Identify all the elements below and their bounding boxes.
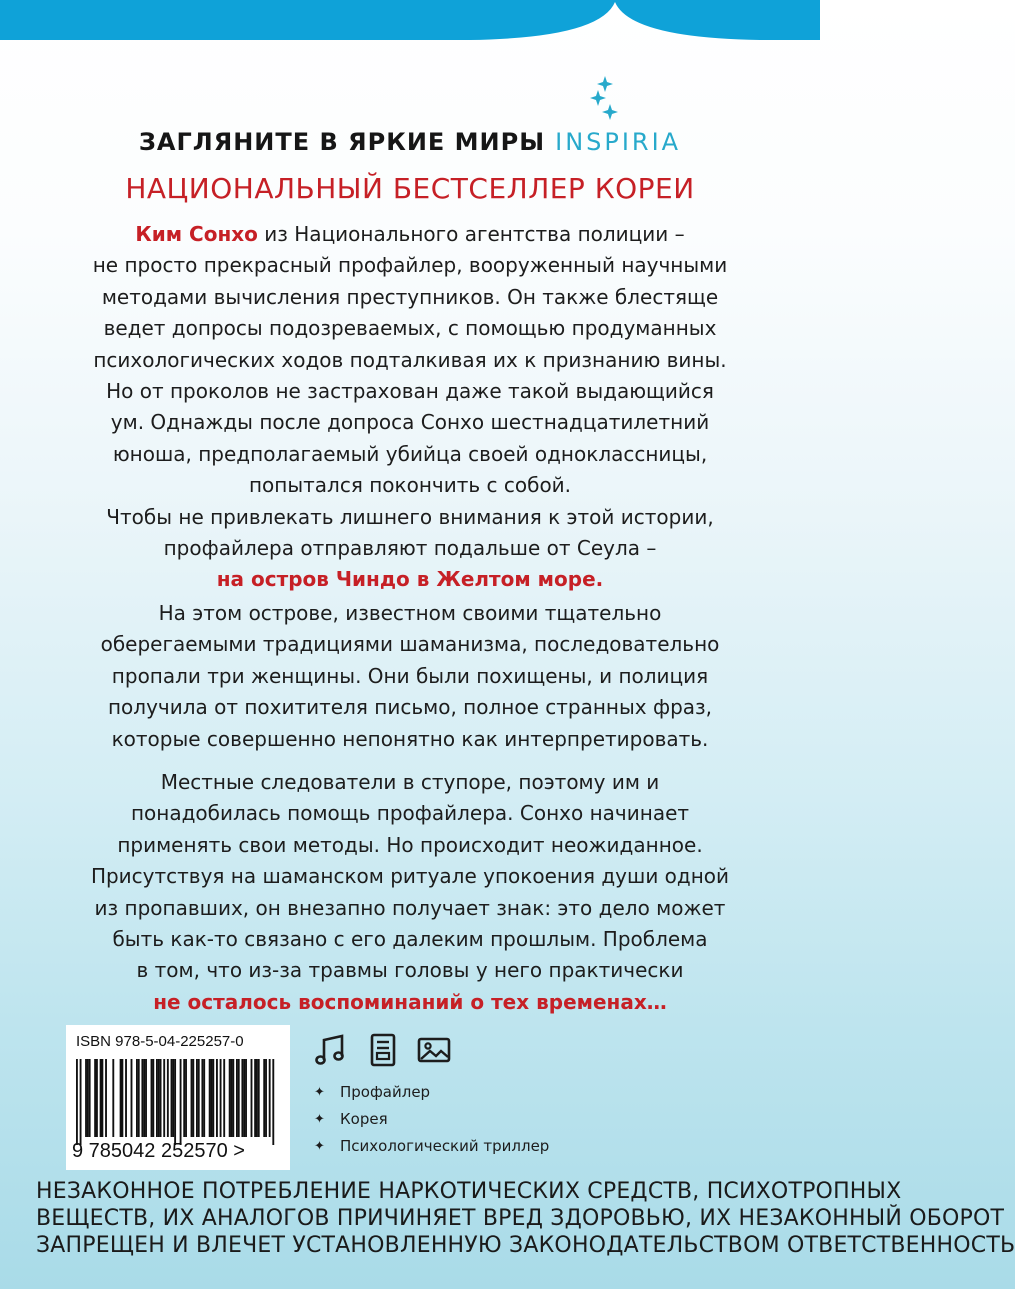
- barcode-bar: [229, 1059, 231, 1137]
- line-text: Местные следователи в ступоре, поэтому им и: [160, 770, 660, 794]
- barcode-bar: [171, 1059, 173, 1137]
- barcode-bar: [100, 1059, 102, 1137]
- line-text: получила от похитителя письмо, полное странных фраз,: [107, 695, 713, 720]
- text-line: [60, 955, 760, 986]
- line-text: Но от проколов не застрахован даже такой выдающийся: [106, 379, 714, 404]
- barcode-digits: 9 785042 252570 >: [72, 1140, 245, 1162]
- tagline-text: ЗАГЛЯНИТЕ В ЯРКИЕ МИРЫ: [138, 128, 546, 156]
- music-note-icon: [312, 1032, 348, 1068]
- barcode-bar: [180, 1059, 182, 1145]
- line-text: в том, что из-за травмы головы у него практически: [136, 958, 684, 983]
- barcode-bar: [203, 1059, 205, 1137]
- line-text: На этом острове, известном своими тщательно: [158, 601, 662, 625]
- line-text: попытался покончить с собой.: [248, 473, 572, 498]
- barcode-bar: [201, 1059, 203, 1137]
- text-line: [60, 376, 760, 407]
- line-text: Чтобы не привлекать лишнего внимания к этой истории,: [106, 504, 714, 529]
- text-line: [60, 924, 760, 955]
- barcode-bar: [160, 1059, 162, 1137]
- barcode-bar: [265, 1059, 267, 1137]
- warning-line: ВЕЩЕСТВ, ИХ АНАЛОГОВ ПРИЧИНЯЕТ ВРЕД ЗДОРОВЬЮ, ИХ НЕЗАКОННЫЙ ОБОРОТ: [36, 1206, 1005, 1231]
- format-icons: [312, 1032, 472, 1072]
- barcode-bar: [80, 1059, 82, 1145]
- line-text: методами вычисления преступников. Он также блестяще: [101, 284, 719, 309]
- line-text: ум. Однажды после допроса Сонхо шестнадцатилетний: [110, 410, 710, 435]
- barcode-bar: [156, 1059, 158, 1137]
- text-line: [60, 219, 760, 250]
- legal-warning: [36, 1178, 1015, 1259]
- barcode-bar: [89, 1059, 91, 1137]
- warning-line: ЗАПРЕЩЕН И ВЛЕЧЕТ УСТАНОВЛЕННУЮ ЗАКОНОДАТЕЛЬСТВОМ ОТВЕТСТВЕННОСТЬ: [36, 1233, 1015, 1258]
- line-text: быть как-то связано с его далеким прошлым. Проблема: [112, 927, 708, 952]
- highlighted-text: на остров Чиндо в Желтом море.: [216, 567, 604, 592]
- barcode-bar: [272, 1059, 274, 1145]
- barcode-bar: [125, 1059, 127, 1137]
- text-line: [60, 533, 760, 564]
- text-line: [60, 564, 760, 595]
- highlighted-text: не осталось воспоминаний о тех временах…: [153, 989, 667, 1014]
- brand-tagline: [0, 128, 820, 156]
- line-text: юноша, предполагаемый убийца своей одноклассницы,: [112, 441, 708, 466]
- bestseller-heading: НАЦИОНАЛЬНЫЙ БЕСТСЕЛЛЕР КОРЕИ: [125, 172, 695, 205]
- image-icon: [416, 1032, 452, 1068]
- warning-line: НЕЗАКОННОЕ ПОТРЕБЛЕНИЕ НАРКОТИЧЕСКИХ СРЕДСТВ, ПСИХОТРОПНЫХ: [36, 1179, 902, 1204]
- barcode-bar: [212, 1059, 214, 1137]
- text-line: [60, 861, 760, 892]
- text-line: [60, 767, 760, 798]
- sparkle-icon: [588, 76, 622, 122]
- barcode-bar: [198, 1059, 200, 1137]
- barcode-bar: [87, 1059, 89, 1137]
- barcode-bar: [258, 1059, 260, 1137]
- isbn-label: ISBN 978-5-04-225257-0: [76, 1033, 244, 1050]
- tag-item: ✦ Корея: [314, 1110, 388, 1128]
- barcode-bar: [143, 1059, 145, 1137]
- barcode-bar: [185, 1059, 187, 1137]
- text-line: [60, 407, 760, 438]
- barcode-bar: [76, 1059, 78, 1145]
- barcode-bar: [152, 1059, 154, 1137]
- barcode-bar: [183, 1059, 185, 1137]
- barcode-bar: [256, 1059, 258, 1137]
- barcode-bar: [209, 1059, 211, 1137]
- tag-item: ✦ Профайлер: [314, 1083, 431, 1101]
- barcode-bar: [223, 1059, 225, 1137]
- line-text: Присутствуя на шаманском ритуале упокоения души одной: [90, 864, 730, 889]
- barcode-bar: [241, 1059, 243, 1137]
- line-text: из пропавших, он внезапно получает знак: это дело может: [94, 895, 726, 920]
- barcode-bar: [167, 1059, 169, 1137]
- barcode-bar: [112, 1059, 114, 1137]
- description-paragraph-3: [60, 767, 760, 1018]
- top-wave-band: [0, 0, 820, 50]
- barcode-bar: [263, 1059, 265, 1137]
- barcode-bar: [238, 1059, 240, 1137]
- barcode-bar: [172, 1059, 174, 1137]
- text-line: [60, 470, 760, 501]
- line-text: применять свои методы. Но происходит неожиданное.: [117, 832, 703, 857]
- text-line: [60, 439, 760, 470]
- text-line: [60, 661, 760, 692]
- barcode-bar: [145, 1059, 147, 1137]
- barcode-bar: [245, 1059, 247, 1137]
- text-line: [60, 598, 760, 629]
- line-text: понадобилась помощь профайлера. Сонхо начинает: [130, 801, 690, 826]
- barcode-bar: [121, 1059, 123, 1137]
- barcode-bar: [138, 1059, 140, 1137]
- line-text: психологических ходов подталкивая их к признанию вины.: [93, 347, 727, 372]
- line-text: ведет допросы подозреваемых, с помощью продуманных: [103, 316, 717, 341]
- barcode-bar: [174, 1059, 176, 1145]
- line-text: оберегаемыми традициями шаманизма, последовательно: [100, 632, 720, 657]
- line-text: не просто прекрасный профайлер, вооруженный научными: [92, 253, 728, 278]
- barcode-bar: [105, 1059, 107, 1137]
- text-line: [60, 250, 760, 281]
- barcode-bar: [163, 1059, 165, 1137]
- line-text: профайлера отправляют подальше от Сеула –: [163, 536, 657, 561]
- barcode-bar: [101, 1059, 103, 1137]
- text-line: [60, 893, 760, 924]
- text-line: [60, 724, 760, 755]
- text-line: [60, 345, 760, 376]
- line-text: которые совершенно непонятно как интерпретировать.: [111, 726, 709, 751]
- barcode: [76, 1059, 276, 1147]
- description-paragraph-2: [60, 598, 760, 755]
- barcode-bar: [141, 1059, 143, 1137]
- line-text: пропали три женщины. Они были похищены, и полиция: [111, 663, 709, 688]
- genre-tags: [314, 1082, 614, 1163]
- barcode-bar: [251, 1059, 253, 1137]
- barcode-bar: [131, 1059, 133, 1137]
- barcode-bar: [158, 1059, 160, 1137]
- text-line: [60, 629, 760, 660]
- barcode-bar: [216, 1059, 218, 1137]
- description-paragraph-1: [60, 219, 760, 596]
- text-line: [60, 830, 760, 861]
- text-line: [60, 282, 760, 313]
- tag-item: ✦ Психологический триллер: [314, 1137, 550, 1155]
- isbn-barcode-box: [66, 1025, 290, 1170]
- barcode-bar: [191, 1059, 193, 1137]
- line-text: из Национального агентства полиции –: [257, 222, 685, 246]
- barcode-bar: [136, 1059, 138, 1137]
- highlighted-text: Ким Сонхо: [135, 222, 258, 246]
- barcode-bar: [254, 1059, 256, 1137]
- barcode-bar: [192, 1059, 194, 1137]
- ebook-icon: [366, 1032, 402, 1068]
- barcode-bar: [94, 1059, 96, 1137]
- barcode-bar: [96, 1059, 98, 1137]
- text-line: [60, 798, 760, 829]
- star-bullet-icon: ✦: [314, 1139, 325, 1154]
- barcode-bar: [120, 1059, 122, 1137]
- barcode-bar: [211, 1059, 213, 1137]
- brand-name: INSPIRIA: [555, 128, 682, 156]
- barcode-bar: [196, 1059, 198, 1137]
- barcode-bar: [220, 1059, 222, 1137]
- barcode-bar: [269, 1059, 271, 1137]
- star-bullet-icon: ✦: [314, 1112, 325, 1127]
- text-line: [60, 987, 760, 1018]
- barcode-bar: [232, 1059, 234, 1137]
- barcode-bar: [243, 1059, 245, 1137]
- text-line: [60, 502, 760, 533]
- barcode-bar: [85, 1059, 87, 1137]
- barcode-bar: [151, 1059, 153, 1137]
- barcode-bar: [231, 1059, 233, 1137]
- text-line: [60, 692, 760, 723]
- barcode-bar: [236, 1059, 238, 1137]
- text-line: [60, 313, 760, 344]
- star-bullet-icon: ✦: [314, 1085, 325, 1100]
